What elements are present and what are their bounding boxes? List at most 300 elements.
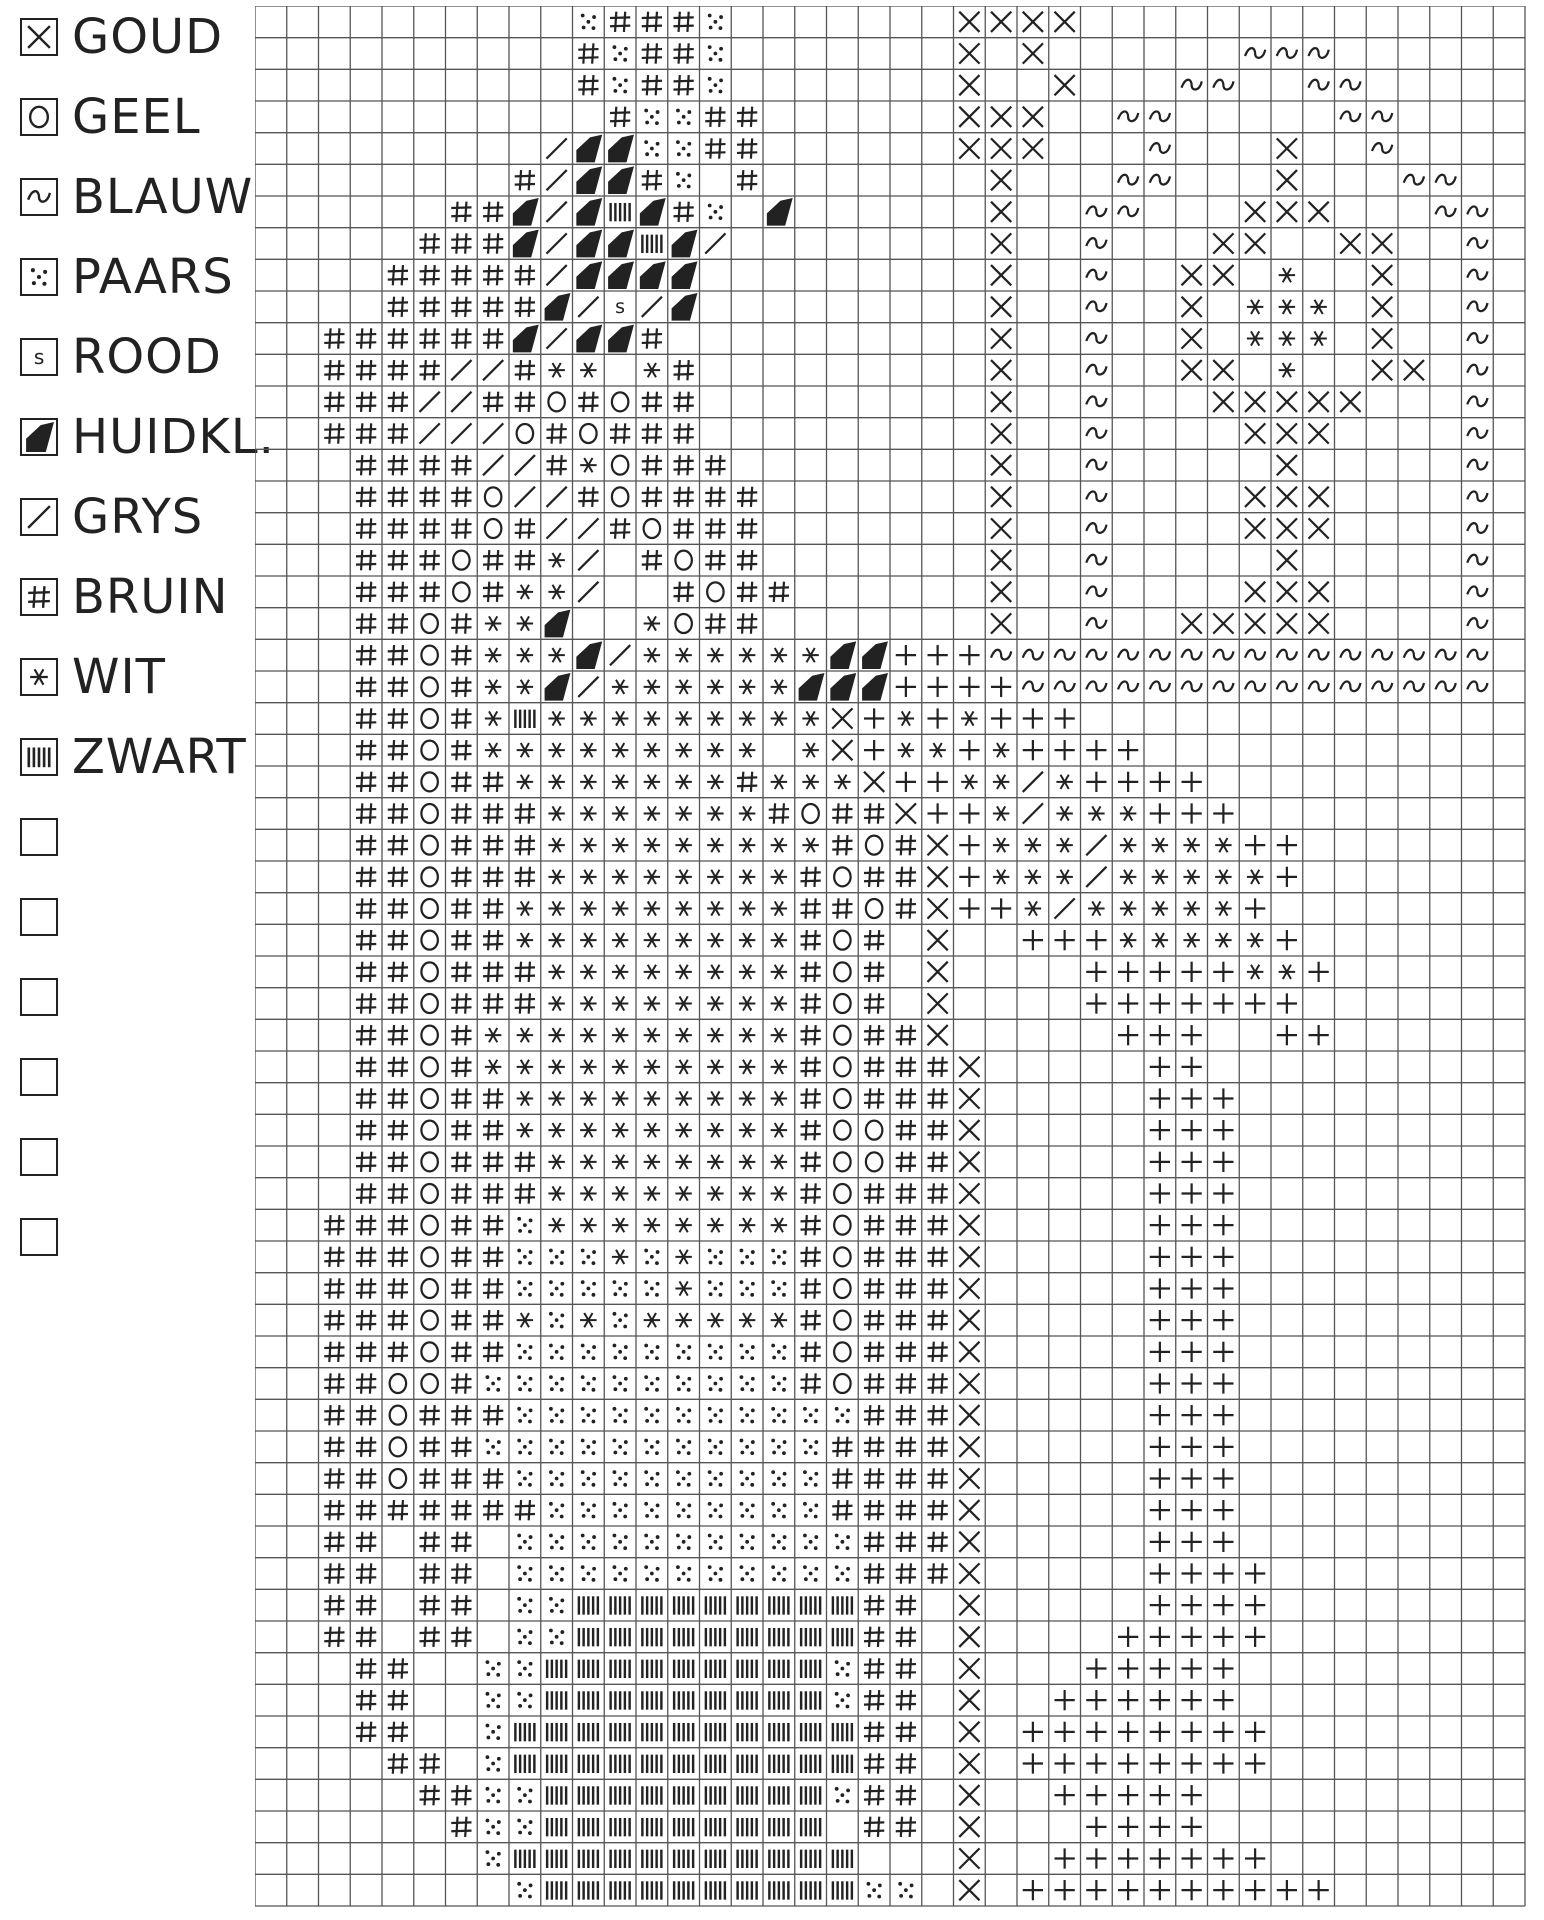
stitch-cell <box>388 518 408 538</box>
stitch-cell <box>356 898 376 918</box>
stitch-cell <box>644 1218 660 1232</box>
stitch-cell <box>613 1407 628 1423</box>
stitch-cell <box>578 297 598 317</box>
stitch-cell <box>862 673 888 701</box>
stitch-cell <box>1213 392 1233 412</box>
stitch-cell <box>739 933 755 947</box>
stitch-cell <box>324 392 344 412</box>
stitch-cell <box>833 1596 852 1614</box>
stitch-cell <box>833 1723 852 1741</box>
stitch-cell <box>1279 268 1295 282</box>
stitch-cell <box>548 648 564 662</box>
stitch-cell <box>834 775 850 789</box>
stitch-cell <box>1467 270 1487 280</box>
stitch-cell <box>1277 613 1297 633</box>
stitch-cell <box>896 1088 916 1108</box>
stitch-cell <box>517 1629 532 1645</box>
stitch-cell <box>675 614 691 633</box>
stitch-cell <box>548 553 564 567</box>
stitch-cell <box>959 1468 979 1488</box>
stitch-cell <box>356 1468 376 1488</box>
stitch-cell <box>517 1470 532 1486</box>
stitch-cell <box>1308 487 1328 507</box>
stitch-cell <box>419 1753 439 1773</box>
stitch-cell <box>675 1218 691 1232</box>
stitch-cell <box>421 931 437 950</box>
stitch-cell <box>515 803 535 823</box>
stitch-cell <box>738 1786 757 1804</box>
stitch-cell <box>959 1057 979 1077</box>
stitch-cell <box>675 648 691 662</box>
stitch-cell <box>547 1786 566 1804</box>
stitch-cell <box>388 930 408 950</box>
stitch-cell <box>549 1597 564 1613</box>
stitch-cell <box>644 1123 660 1137</box>
stitch-cell <box>1181 360 1201 380</box>
stitch-cell <box>991 392 1011 412</box>
stitch-cell <box>672 230 698 258</box>
stitch-cell <box>517 1565 532 1581</box>
stitch-cell <box>388 550 408 570</box>
stitch-cell <box>451 1088 471 1108</box>
stitch-cell <box>708 1470 723 1486</box>
stitch-cell <box>896 772 916 792</box>
stitch-cell <box>959 1088 979 1108</box>
stitch-cell <box>834 931 850 950</box>
stitch-cell <box>832 1500 852 1520</box>
legend-swatch-icon <box>20 1218 58 1256</box>
stitch-cell <box>421 709 437 728</box>
stitch-cell <box>1467 523 1487 533</box>
stitch-cell <box>356 1057 376 1077</box>
stitch-cell <box>356 1405 376 1425</box>
legend-item <box>20 646 250 706</box>
stitch-cell <box>803 1407 818 1423</box>
stitch-cell <box>864 1468 884 1488</box>
stitch-cell <box>1181 1152 1201 1172</box>
stitch-cell <box>896 1532 916 1552</box>
stitch-cell <box>834 1374 850 1393</box>
stitch-cell <box>835 1407 850 1423</box>
stitch-cell <box>451 455 471 475</box>
stitch-cell <box>706 1786 725 1804</box>
stitch-cell <box>576 261 602 289</box>
stitch-cell <box>548 901 564 915</box>
stitch-cell <box>517 1660 532 1676</box>
stitch-cell <box>579 1691 598 1709</box>
stitch-cell <box>1023 1880 1043 1900</box>
stitch-cell <box>737 518 757 538</box>
stitch-cell <box>546 265 566 285</box>
stitch-cell <box>517 1217 532 1233</box>
stitch-cell <box>356 1247 376 1267</box>
stitch-cell <box>548 711 564 725</box>
stitch-cell <box>517 1375 532 1391</box>
stitch-cell <box>613 1439 628 1455</box>
stitch-cell <box>421 994 437 1013</box>
stitch-cell <box>708 1249 723 1265</box>
stitch-cell <box>421 1152 437 1171</box>
legend-swatch-icon <box>20 578 58 616</box>
stitch-cell <box>801 1850 820 1868</box>
legend-label: GRYS <box>72 489 204 545</box>
stitch-cell <box>515 867 535 887</box>
stitch-cell <box>1150 1468 1170 1488</box>
stitch-cell <box>1118 681 1138 691</box>
stitch-cell <box>612 680 628 694</box>
stitch-cell <box>896 1627 916 1647</box>
stitch-cell <box>419 297 439 317</box>
stitch-cell <box>737 170 757 190</box>
stitch-cell <box>421 867 437 886</box>
stitch-cell <box>739 901 755 915</box>
stitch-cell <box>1152 933 1168 947</box>
stitch-cell <box>548 870 564 884</box>
stitch-cell <box>675 1281 691 1295</box>
stitch-cell <box>991 677 1011 697</box>
stitch-cell <box>517 1819 532 1835</box>
stitch-cell <box>1404 650 1424 660</box>
stitch-cell <box>991 12 1011 32</box>
stitch-cell <box>1118 1817 1138 1837</box>
stitch-cell <box>356 423 376 443</box>
stitch-cell <box>1150 1215 1170 1235</box>
stitch-cell <box>1086 1690 1106 1710</box>
stitch-cell <box>675 1313 691 1327</box>
stitch-cell <box>1150 1658 1170 1678</box>
stitch-cell <box>419 582 439 602</box>
svg-text:s: s <box>33 344 45 369</box>
stitch-cell <box>581 1502 596 1518</box>
stitch-cell <box>1150 1595 1170 1615</box>
stitch-cell <box>388 708 408 728</box>
stitch-cell <box>832 708 852 728</box>
stitch-cell <box>1023 43 1043 63</box>
stitch-cell <box>1150 1627 1170 1647</box>
stitch-cell <box>676 109 691 125</box>
stitch-cell <box>1120 806 1136 820</box>
stitch-cell <box>705 550 725 570</box>
stitch-cell <box>1181 1848 1201 1868</box>
stitch-cell <box>324 1310 344 1330</box>
stitch-cell <box>612 1060 628 1074</box>
stitch-cell <box>1277 518 1297 538</box>
stitch-cell <box>1120 838 1136 852</box>
stitch-cell <box>896 1690 916 1710</box>
stitch-cell <box>1086 1658 1106 1678</box>
stitch-cell <box>640 261 666 289</box>
stitch-cell <box>642 43 662 63</box>
stitch-cell <box>356 1152 376 1172</box>
stitch-cell <box>864 1310 884 1330</box>
stitch-cell <box>864 1532 884 1552</box>
stitch-cell <box>1277 138 1297 158</box>
stitch-cell <box>1372 360 1392 380</box>
stitch-cell <box>421 1026 437 1045</box>
stitch-cell <box>834 1216 850 1235</box>
stitch-cell <box>390 1469 406 1488</box>
stitch-cell <box>800 1025 820 1045</box>
stitch-cell <box>927 1025 947 1045</box>
stitch-cell <box>485 1060 501 1074</box>
stitch-cell <box>927 1373 947 1393</box>
stitch-cell <box>612 1123 628 1137</box>
stitch-cell <box>1213 360 1233 380</box>
stitch-cell <box>515 518 535 538</box>
stitch-cell <box>421 836 437 855</box>
stitch-cell <box>993 806 1009 820</box>
stitch-cell <box>864 1627 884 1647</box>
stitch-cell <box>547 1691 566 1709</box>
stitch-cell <box>388 1690 408 1710</box>
stitch-cell <box>1054 930 1074 950</box>
stitch-cell <box>675 933 691 947</box>
stitch-cell <box>1086 555 1106 565</box>
stitch-cell <box>739 1218 755 1232</box>
stitch-cell <box>388 803 408 823</box>
stitch-cell <box>1181 1405 1201 1425</box>
stitch-cell <box>1118 650 1138 660</box>
stitch-cell <box>1308 1880 1328 1900</box>
stitch-cell <box>1308 80 1328 90</box>
stitch-cell <box>927 867 947 887</box>
stitch-cell <box>1372 681 1392 691</box>
stitch-cell <box>1023 1753 1043 1773</box>
stitch-cell <box>898 1882 913 1898</box>
stitch-cell <box>800 867 820 887</box>
stitch-cell <box>517 775 533 789</box>
stitch-cell <box>485 711 501 725</box>
stitch-cell <box>483 835 503 855</box>
stitch-cell <box>419 360 439 380</box>
stitch-cell <box>896 677 916 697</box>
stitch-cell <box>580 806 596 820</box>
stitch-cell <box>864 1025 884 1045</box>
stitch-cell <box>613 1375 628 1391</box>
stitch-cell <box>834 1057 850 1076</box>
stitch-cell <box>740 1470 755 1486</box>
stitch-cell <box>801 1723 820 1741</box>
stitch-cell <box>1277 582 1297 602</box>
legend-swatch-icon <box>20 258 58 296</box>
stitch-cell <box>707 1186 723 1200</box>
stitch-cell <box>1435 206 1455 216</box>
stitch-cell <box>1404 681 1424 691</box>
legend-swatch-icon <box>20 1058 58 1096</box>
stitch-cell <box>737 613 757 633</box>
stitch-cell <box>483 930 503 950</box>
stitch-cell <box>388 1310 408 1330</box>
stitch-cell <box>707 1313 723 1327</box>
stitch-cell <box>1181 1880 1201 1900</box>
stitch-cell <box>993 743 1009 757</box>
stitch-cell <box>1054 1785 1074 1805</box>
stitch-cell <box>1150 1848 1170 1868</box>
stitch-cell <box>1150 1088 1170 1108</box>
stitch-cell <box>1183 870 1199 884</box>
stitch-cell <box>483 1247 503 1267</box>
stitch-cell <box>771 1060 787 1074</box>
stitch-cell <box>1213 1342 1233 1362</box>
stitch-cell <box>515 1850 534 1868</box>
stitch-cell <box>549 1249 564 1265</box>
stitch-cell <box>1467 301 1487 311</box>
stitch-cell <box>1247 331 1263 345</box>
stitch-cell <box>644 1186 660 1200</box>
stitch-cell <box>1118 1722 1138 1742</box>
stitch-cell <box>1086 365 1106 375</box>
stitch-cell <box>769 1818 788 1836</box>
stitch-cell <box>834 1184 850 1203</box>
stitch-cell <box>959 12 979 32</box>
stitch-cell <box>705 455 725 475</box>
stitch-cell <box>324 1500 344 1520</box>
stitch-cell <box>1279 965 1295 979</box>
stitch-cell <box>1118 175 1138 185</box>
stitch-cell <box>613 1344 628 1360</box>
stitch-cell <box>388 392 408 412</box>
stitch-cell <box>451 487 471 507</box>
stitch-cell <box>1279 331 1295 345</box>
stitch-cell <box>486 1819 501 1835</box>
stitch-cell <box>1372 143 1392 153</box>
stitch-cell <box>613 77 628 93</box>
stitch-cell <box>959 803 979 823</box>
stitch-cell <box>1213 650 1233 660</box>
stitch-cell <box>1086 772 1106 792</box>
stitch-cell <box>644 616 660 630</box>
stitch-cell <box>578 677 598 697</box>
stitch-cell <box>1213 1753 1233 1773</box>
stitch-cell <box>1118 111 1138 121</box>
stitch-cell <box>1308 423 1328 443</box>
stitch-cell <box>486 1660 501 1676</box>
stitch-cell <box>1181 1690 1201 1710</box>
stitch-cell <box>738 1818 757 1836</box>
stitch-cell <box>579 1850 598 1868</box>
stitch-cell <box>675 965 691 979</box>
stitch-cell <box>580 996 596 1010</box>
stitch-cell <box>1150 1025 1170 1045</box>
stitch-cell <box>356 582 376 602</box>
stitch-cell <box>1025 901 1041 915</box>
stitch-cell <box>608 135 634 163</box>
stitch-cell <box>451 1373 471 1393</box>
stitch-cell <box>706 1850 725 1868</box>
stitch-cell <box>739 711 755 725</box>
stitch-cell <box>388 740 408 760</box>
stitch-cell <box>959 1152 979 1172</box>
stitch-cell <box>1086 1722 1106 1742</box>
stitch-cell <box>771 901 787 915</box>
stitch-cell <box>771 1344 786 1360</box>
stitch-cell <box>927 1278 947 1298</box>
stitch-cell <box>705 518 725 538</box>
stitch-cell <box>1086 428 1106 438</box>
stitch-cell <box>803 1470 818 1486</box>
stitch-cell <box>546 518 566 538</box>
stitch-cell <box>676 1375 691 1391</box>
stitch-cell <box>1308 392 1328 412</box>
stitch-cell <box>673 487 693 507</box>
stitch-cell <box>959 138 979 158</box>
stitch-cell <box>644 363 660 377</box>
stitch-cell <box>1150 143 1170 153</box>
stitch-cell <box>1213 1880 1233 1900</box>
stitch-cell <box>642 1628 661 1646</box>
stitch-cell <box>864 962 884 982</box>
stitch-cell <box>896 645 916 665</box>
stitch-cell <box>707 1060 723 1074</box>
stitch-cell <box>1118 962 1138 982</box>
stitch-cell <box>1086 993 1106 1013</box>
stitch-cell <box>739 1028 755 1042</box>
stitch-cell <box>611 1723 630 1741</box>
stitch-cell <box>486 1439 501 1455</box>
stitch-cell <box>1467 396 1487 406</box>
stitch-cell <box>419 1405 439 1425</box>
stitch-cell <box>1181 803 1201 823</box>
stitch-cell <box>451 645 471 665</box>
stitch-cell <box>1150 1405 1170 1425</box>
stitch-cell <box>549 1344 564 1360</box>
stitch-cell <box>548 1028 564 1042</box>
stitch-cell <box>644 648 660 662</box>
stitch-cell <box>771 1470 786 1486</box>
stitch-cell <box>708 45 723 61</box>
stitch-cell <box>546 487 566 507</box>
legend-item <box>20 1046 250 1106</box>
stitch-cell <box>1150 1183 1170 1203</box>
stitch-cell <box>513 325 539 353</box>
stitch-cell <box>419 1627 439 1647</box>
stitch-cell <box>1118 1025 1138 1045</box>
stitch-cell <box>1181 1373 1201 1393</box>
stitch-cell <box>610 518 630 538</box>
stitch-cell <box>1245 898 1265 918</box>
stitch-cell <box>675 743 691 757</box>
stitch-cell <box>1088 806 1104 820</box>
stitch-cell <box>419 550 439 570</box>
legend-label: ZWART <box>72 729 247 785</box>
stitch-cell <box>642 1755 661 1773</box>
stitch-cell <box>1213 1310 1233 1330</box>
stitch-cell <box>771 1502 786 1518</box>
stitch-cell <box>1086 238 1106 248</box>
stitch-cell <box>580 901 596 915</box>
stitch-cell <box>707 1155 723 1169</box>
stitch-cell <box>800 1247 820 1267</box>
stitch-cell <box>1245 650 1265 660</box>
stitch-cell <box>642 1691 661 1709</box>
stitch-cell <box>483 1342 503 1362</box>
stitch-cell <box>739 648 755 662</box>
stitch-cell <box>578 487 598 507</box>
stitch-cell <box>959 1595 979 1615</box>
stitch-cell <box>707 743 723 757</box>
stitch-cell <box>959 835 979 855</box>
stitch-cell <box>739 743 755 757</box>
stitch-cell <box>580 1313 596 1327</box>
stitch-cell <box>1245 613 1265 633</box>
stitch-cell <box>419 518 439 538</box>
stitch-cell <box>613 1312 628 1328</box>
stitch-cell <box>834 1279 850 1298</box>
stitch-cell <box>1467 365 1487 375</box>
stitch-cell <box>610 423 630 443</box>
stitch-cell <box>483 360 503 380</box>
stitch-cell <box>706 1755 725 1773</box>
